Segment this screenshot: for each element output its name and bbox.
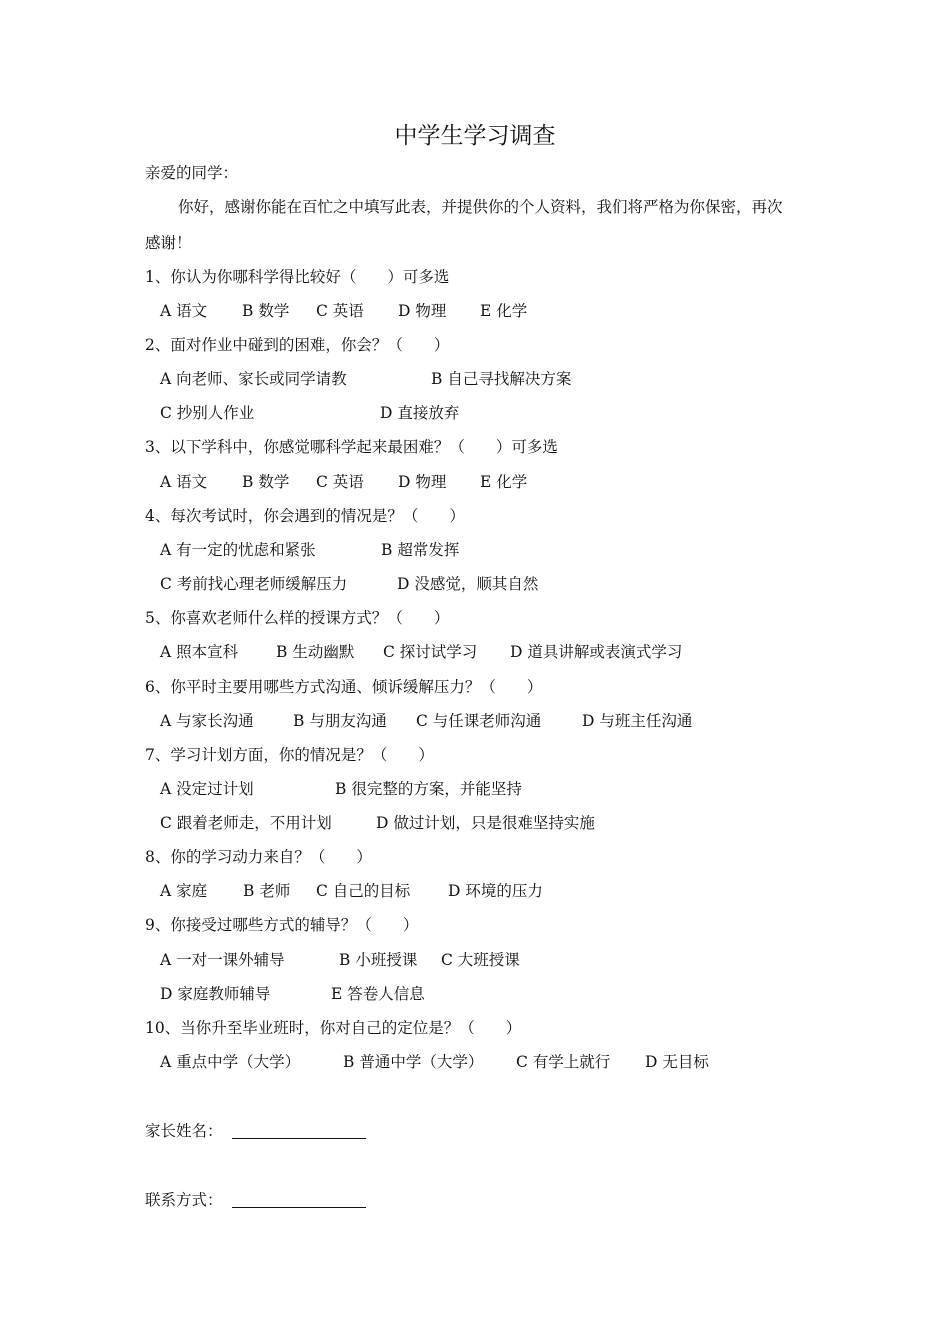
option-q5-a[interactable]: A 照本宣科 — [160, 643, 239, 661]
option-q6-a[interactable]: A 与家长沟通 — [160, 712, 254, 730]
question-1: 1、你认为你哪科学得比较好（ ）可多选 — [145, 268, 450, 286]
question-2: 2、面对作业中碰到的困难，你会？（ ） — [145, 336, 450, 354]
option-q10-c[interactable]: C 有学上就行 — [516, 1053, 611, 1071]
option-q3-e[interactable]: E 化学 — [480, 473, 528, 491]
question-7: 7、学习计划方面，你的情况是？（ ） — [145, 746, 434, 764]
option-q8-a[interactable]: A 家庭 — [160, 882, 208, 900]
question-4: 4、每次考试时，你会遇到的情况是？（ ） — [145, 507, 465, 525]
intro-line-2: 感谢！ — [145, 234, 192, 252]
option-q5-c[interactable]: C 探讨试学习 — [383, 643, 478, 661]
option-q6-b[interactable]: B 与朋友沟通 — [293, 712, 387, 730]
parent-name-field[interactable] — [232, 1138, 366, 1139]
option-q8-c[interactable]: C 自己的目标 — [316, 882, 411, 900]
option-q1-c[interactable]: C 英语 — [316, 302, 364, 320]
option-q1-d[interactable]: D 物理 — [398, 302, 447, 320]
option-q5-d[interactable]: D 道具讲解或表演式学习 — [510, 643, 683, 661]
contact-field[interactable] — [232, 1207, 366, 1208]
option-q6-d[interactable]: D 与班主任沟通 — [582, 712, 693, 730]
option-q2-d[interactable]: D 直接放弃 — [380, 404, 460, 422]
question-8: 8、你的学习动力来自？（ ） — [145, 848, 372, 866]
option-q4-a[interactable]: A 有一定的忧虑和紧张 — [160, 541, 316, 559]
option-q9-e[interactable]: E 答卷人信息 — [331, 985, 425, 1003]
option-q4-c[interactable]: C 考前找心理老师缓解压力 — [160, 575, 348, 593]
option-q9-d[interactable]: D 家庭教师辅导 — [160, 985, 271, 1003]
option-q1-b[interactable]: B 数学 — [242, 302, 290, 320]
parent-name-label: 家长姓名： — [145, 1122, 223, 1140]
question-9: 9、你接受过哪些方式的辅导？（ ） — [145, 916, 419, 934]
option-q2-c[interactable]: C 抄别人作业 — [160, 404, 255, 422]
option-q3-d[interactable]: D 物理 — [398, 473, 447, 491]
option-q2-b[interactable]: B 自己寻找解决方案 — [431, 370, 572, 388]
option-q7-d[interactable]: D 做过计划，只是很难坚持实施 — [376, 814, 595, 832]
question-6: 6、你平时主要用哪些方式沟通、倾诉缓解压力？（ ） — [145, 678, 543, 696]
option-q3-c[interactable]: C 英语 — [316, 473, 364, 491]
greeting: 亲爱的同学： — [145, 164, 239, 182]
option-q6-c[interactable]: C 与任课老师沟通 — [416, 712, 542, 730]
option-q7-a[interactable]: A 没定过计划 — [160, 780, 254, 798]
option-q7-b[interactable]: B 很完整的方案，并能坚持 — [335, 780, 522, 798]
option-q8-d[interactable]: D 环境的压力 — [448, 882, 543, 900]
option-q4-b[interactable]: B 超常发挥 — [381, 541, 460, 559]
option-q9-a[interactable]: A 一对一课外辅导 — [160, 951, 285, 969]
option-q9-c[interactable]: C 大班授课 — [441, 951, 520, 969]
option-q3-a[interactable]: A 语文 — [160, 473, 208, 491]
question-10: 10、当你升至毕业班时，你对自己的定位是？（ ） — [145, 1019, 522, 1037]
option-q10-a[interactable]: A 重点中学（大学） — [160, 1053, 301, 1071]
option-q9-b[interactable]: B 小班授课 — [339, 951, 418, 969]
option-q10-d[interactable]: D 无目标 — [645, 1053, 709, 1071]
option-q7-c[interactable]: C 跟着老师走，不用计划 — [160, 814, 332, 832]
option-q1-e[interactable]: E 化学 — [480, 302, 528, 320]
option-q2-a[interactable]: A 向老师、家长或同学请教 — [160, 370, 347, 388]
page-title: 中学生学习调查 — [394, 123, 556, 149]
question-5: 5、你喜欢老师什么样的授课方式？（ ） — [145, 609, 450, 627]
option-q1-a[interactable]: A 语文 — [160, 302, 208, 320]
option-q5-b[interactable]: B 生动幽默 — [276, 643, 355, 661]
contact-label: 联系方式： — [145, 1191, 223, 1209]
option-q10-b[interactable]: B 普通中学（大学） — [343, 1053, 484, 1071]
option-q8-b[interactable]: B 老师 — [243, 882, 291, 900]
option-q4-d[interactable]: D 没感觉，顺其自然 — [397, 575, 539, 593]
option-q3-b[interactable]: B 数学 — [242, 473, 290, 491]
question-3: 3、以下学科中，你感觉哪科学起来最困难？（ ）可多选 — [145, 438, 558, 456]
intro-line-1: 你好，感谢你能在百忙之中填写此表，并提供你的个人资料，我们将严格为你保密，再次 — [178, 198, 783, 216]
